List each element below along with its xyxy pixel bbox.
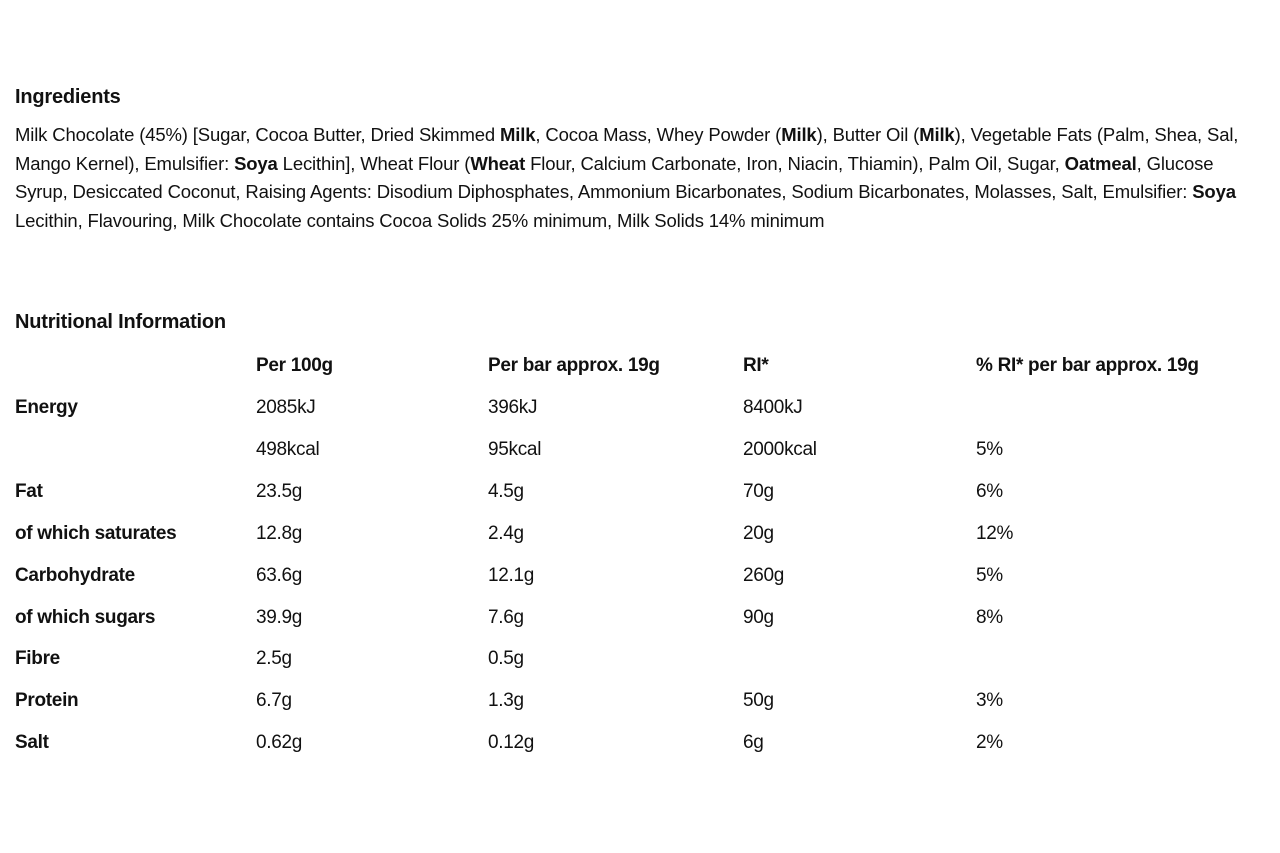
nutrient-label: Energy — [15, 397, 78, 418]
column-header: % RI* per bar approx. 19g — [976, 355, 1199, 376]
allergen-text: Milk — [500, 124, 536, 145]
per-100g-value: 63.6g — [256, 564, 303, 586]
ri-percent-value: 5% — [976, 564, 1003, 586]
ingredients-segment: ), Vegetable Fats (Palm, Shea, Sal, Mango Kernel), Emulsifier: — [15, 124, 1239, 174]
per-bar-value: 12.1g — [488, 564, 535, 586]
ri-percent-value: 8% — [976, 606, 1003, 628]
nutrient-label: Fibre — [15, 648, 60, 670]
nutrient-label: Fat — [15, 480, 43, 502]
ri-percent-value: 6% — [976, 480, 1003, 502]
per-100g-value: 0.62g — [256, 732, 303, 754]
per-bar-value: 0.12g — [488, 732, 535, 754]
per-bar-value: 0.5g — [488, 648, 524, 670]
allergen-text: Oatmeal — [1064, 152, 1137, 174]
per-100g-value: 2.5g — [256, 648, 292, 670]
column-header: Per bar approx. 19g — [488, 355, 660, 376]
ingredients-segment: ), Butter Oil ( — [816, 124, 920, 145]
nutrient-label: Salt — [15, 732, 49, 754]
ri-value: 90g — [743, 606, 774, 628]
nutrient-label: Carbohydrate — [15, 564, 135, 586]
column-header: RI* — [743, 355, 769, 376]
ri-value: 50g — [743, 690, 774, 712]
ri-value: 2000kcal — [743, 438, 817, 460]
ingredients-segment: Lecithin], Wheat Flour ( — [277, 152, 471, 174]
allergen-text: Milk — [781, 124, 817, 145]
per-100g-value: 2085kJ — [256, 397, 316, 418]
ingredients-text — [15, 121, 1265, 235]
per-100g-value: 6.7g — [256, 690, 292, 712]
ingredients-segment: Flour, Calcium Carbonate, Iron, Niacin, Thiamin), Palm Oil, Sugar, — [525, 152, 1065, 174]
ri-percent-value: 5% — [976, 438, 1003, 460]
column-header: Per 100g — [256, 355, 333, 376]
per-100g-value: 12.8g — [256, 522, 303, 544]
per-bar-value: 95kcal — [488, 438, 542, 460]
ingredients-title: Ingredients — [15, 86, 121, 108]
per-100g-value: 23.5g — [256, 480, 303, 502]
per-100g-value: 39.9g — [256, 606, 303, 628]
allergen-text: Milk — [919, 124, 955, 145]
ingredients-segment: , Glucose Syrup, Desiccated Coconut, Raising Agents: Disodium Diphosphates, Ammonium Bicarbonates, Sodium Bicarbonates, Molasses, Salt, Emulsifier: — [15, 152, 1214, 202]
nutrient-label: of which saturates — [15, 522, 177, 544]
per-bar-value: 4.5g — [488, 480, 524, 502]
per-bar-value: 7.6g — [488, 606, 524, 628]
allergen-text: Soya — [1192, 181, 1236, 202]
nutrition-title: Nutritional Information — [15, 311, 226, 333]
ingredients-segment: , Cocoa Mass, Whey Powder ( — [535, 124, 782, 145]
ri-value: 20g — [743, 522, 774, 544]
allergen-text: Wheat — [470, 152, 526, 174]
nutrient-label: of which sugars — [15, 606, 156, 628]
ri-value: 8400kJ — [743, 397, 803, 418]
ri-value: 70g — [743, 480, 774, 502]
ri-value: 260g — [743, 564, 785, 586]
ingredients-segment: Milk Chocolate (45%) [Sugar, Cocoa Butter, Dried Skimmed — [15, 124, 500, 145]
per-bar-value: 396kJ — [488, 397, 538, 418]
per-100g-value: 498kcal — [256, 438, 320, 460]
allergen-text: Soya — [234, 152, 278, 174]
per-bar-value: 2.4g — [488, 522, 524, 544]
ri-percent-value: 12% — [976, 522, 1014, 544]
ingredients-segment: Lecithin, Flavouring, Milk Chocolate contains Cocoa Solids 25% minimum, Milk Solids 14% minimum — [15, 209, 825, 231]
ri-percent-value: 3% — [976, 690, 1003, 712]
nutrient-label: Protein — [15, 690, 79, 712]
ri-value: 6g — [743, 732, 764, 754]
per-bar-value: 1.3g — [488, 690, 524, 712]
ri-percent-value: 2% — [976, 732, 1003, 754]
